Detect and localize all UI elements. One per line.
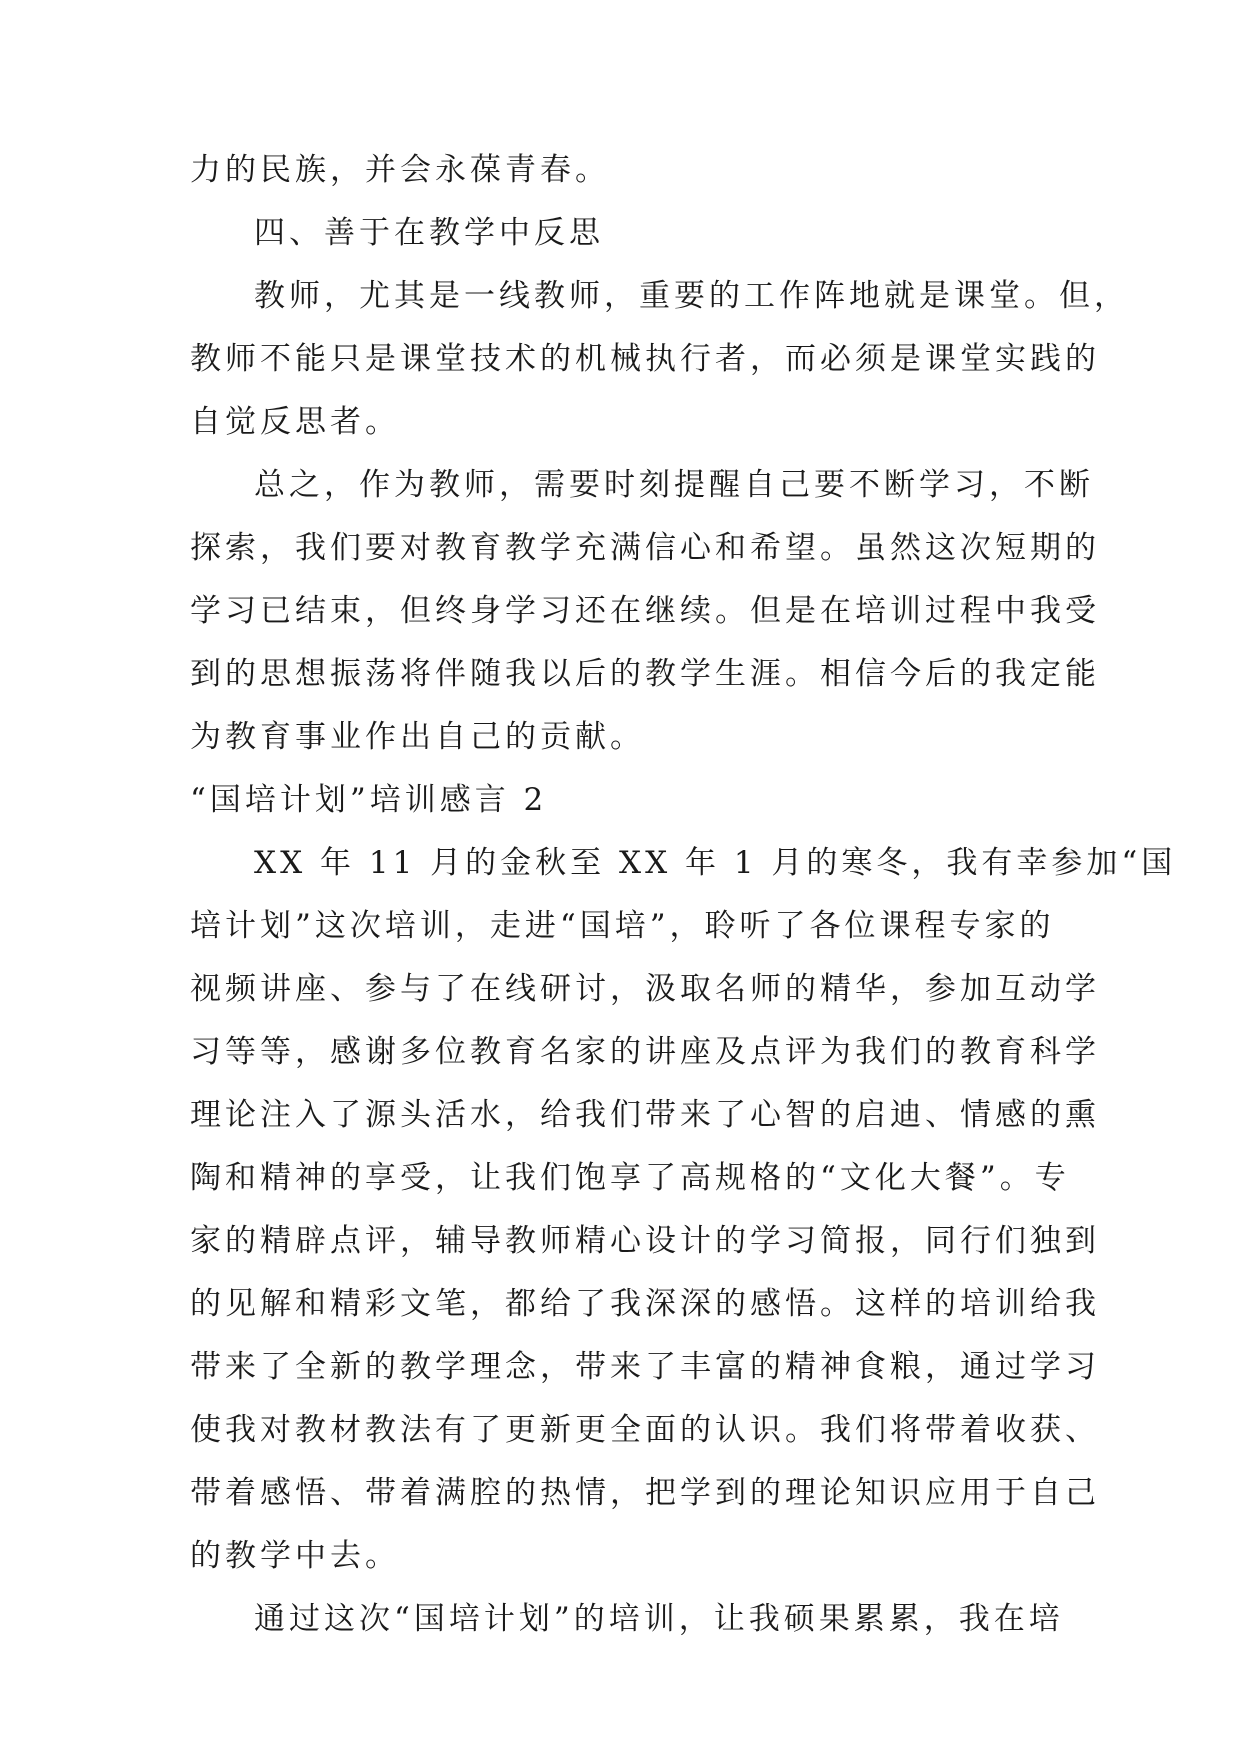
text-line: 总之，作为教师，需要时刻提醒自己要不断学习，不断 bbox=[254, 467, 1094, 503]
text-line: 的教学中去。 bbox=[190, 1538, 400, 1574]
text-line: 力的民族，并会永葆青春。 bbox=[190, 152, 610, 188]
text-line: 通过这次“国培计划”的培训，让我硕果累累，我在培 bbox=[254, 1601, 1064, 1637]
text-line: 培计划”这次培训，走进“国培”，聆听了各位课程专家的 bbox=[190, 908, 1055, 944]
text-line: 陶和精神的享受，让我们饱享了高规格的“文化大餐”。专 bbox=[190, 1160, 1070, 1196]
text-line: 视频讲座、参与了在线研讨，汲取名师的精华，参加互动学 bbox=[190, 971, 1100, 1007]
text-line: 理论注入了源头活水，给我们带来了心智的启迪、情感的熏 bbox=[190, 1097, 1100, 1133]
text-line: 教师不能只是课堂技术的机械执行者，而必须是课堂实践的 bbox=[190, 341, 1100, 377]
text-line: 的见解和精彩文笔，都给了我深深的感悟。这样的培训给我 bbox=[190, 1286, 1100, 1322]
text-line: 家的精辟点评，辅导教师精心设计的学习简报，同行们独到 bbox=[190, 1223, 1100, 1259]
text-line: 带着感悟、带着满腔的热情，把学到的理论知识应用于自己 bbox=[190, 1475, 1100, 1511]
text-line: 自觉反思者。 bbox=[190, 404, 400, 440]
text-line: 教师，尤其是一线教师，重要的工作阵地就是课堂。但， bbox=[254, 278, 1129, 314]
section-heading: 四、善于在教学中反思 bbox=[254, 215, 604, 251]
text-line: 为教育事业作出自己的贡献。 bbox=[190, 719, 645, 755]
text-line: 习等等，感谢多位教育名家的讲座及点评为我们的教育科学 bbox=[190, 1034, 1100, 1070]
text-line: 使我对教材教法有了更新更全面的认识。我们将带着收获、 bbox=[190, 1412, 1100, 1448]
article-title: “国培计划”培训感言 2 bbox=[190, 782, 548, 818]
text-line: XX 年 11 月的金秋至 XX 年 1 月的寒冬，我有幸参加“国 bbox=[254, 845, 1177, 881]
text-line: 学习已结束，但终身学习还在继续。但是在培训过程中我受 bbox=[190, 593, 1100, 629]
text-line: 到的思想振荡将伴随我以后的教学生涯。相信今后的我定能 bbox=[190, 656, 1100, 692]
text-line: 探索，我们要对教育教学充满信心和希望。虽然这次短期的 bbox=[190, 530, 1100, 566]
text-line: 带来了全新的教学理念，带来了丰富的精神食粮，通过学习 bbox=[190, 1349, 1100, 1385]
